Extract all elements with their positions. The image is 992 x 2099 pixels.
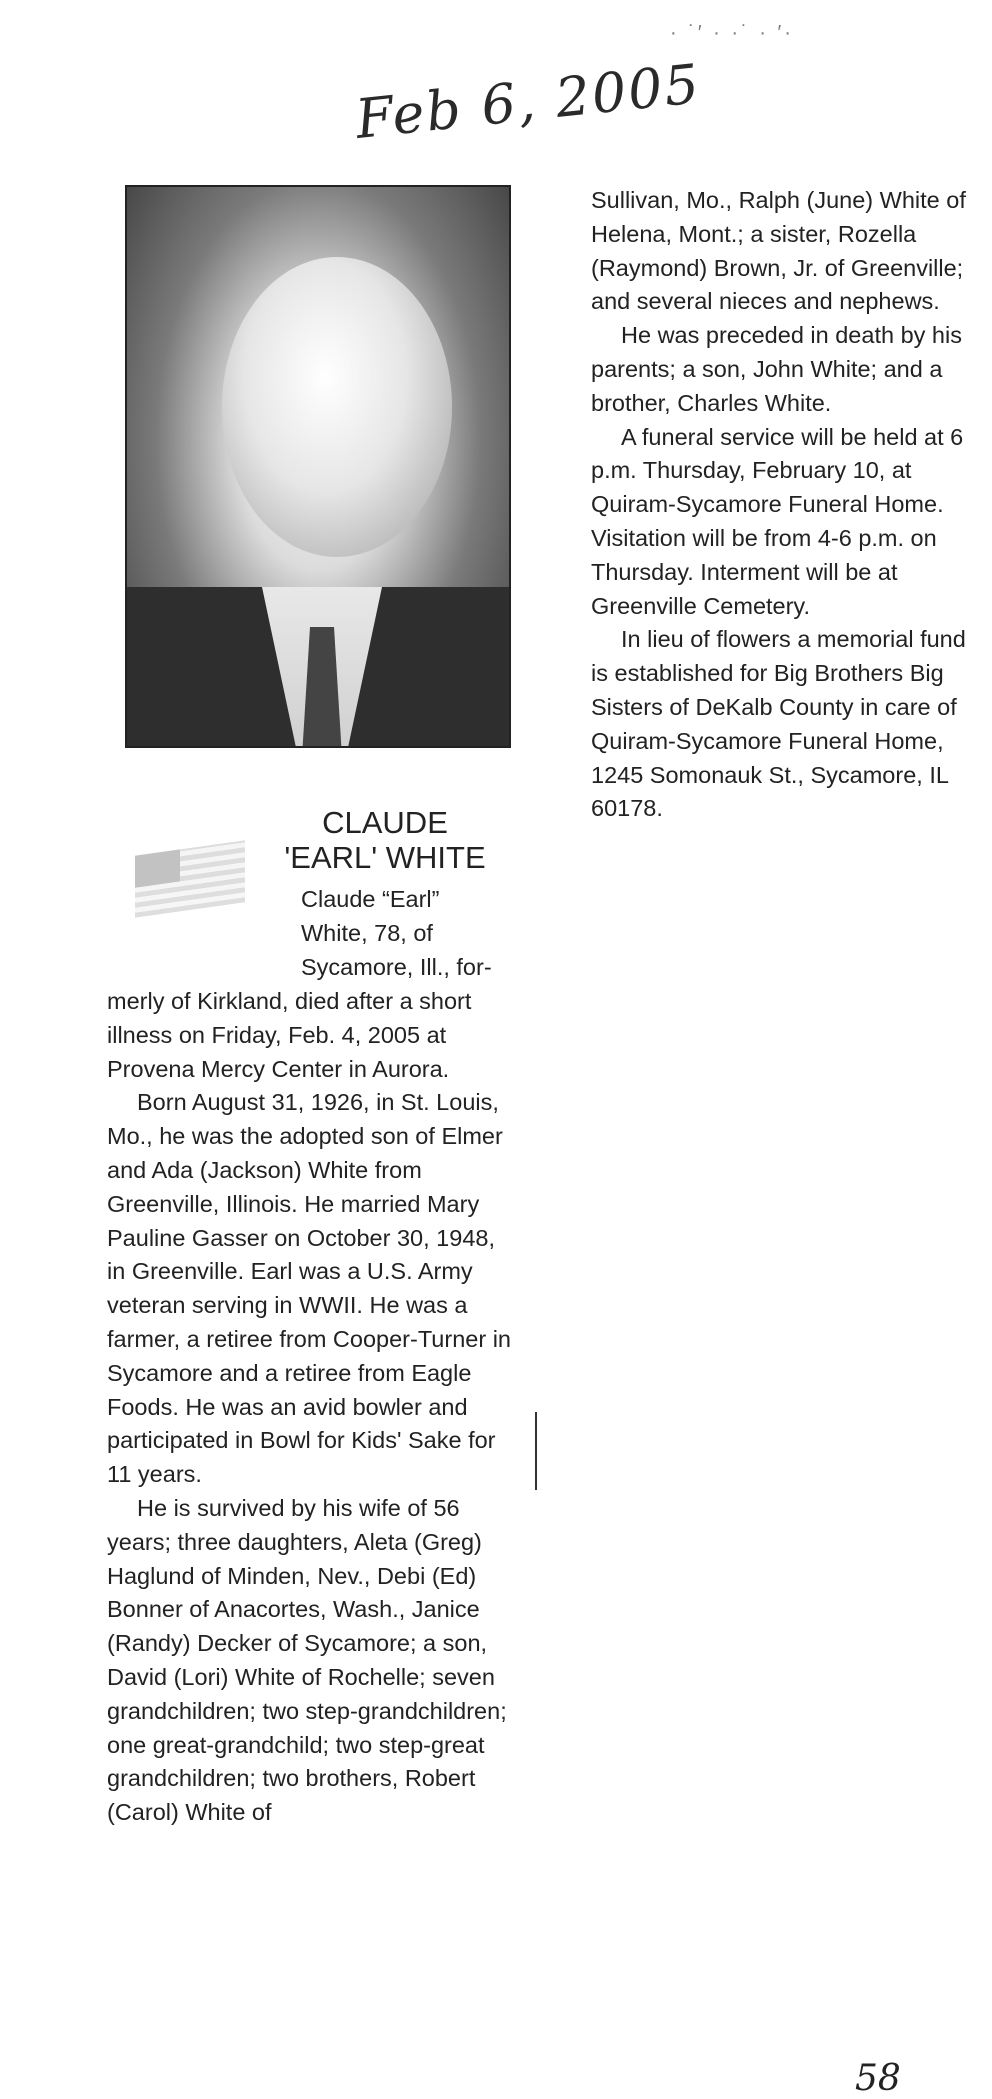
paragraph-preceded: He was preceded in death by his parents; a son, John White; and a brother, Charles White.	[591, 322, 962, 416]
column-rule	[535, 1412, 537, 1490]
left-column	[107, 985, 511, 1830]
intro-wrap	[301, 883, 511, 984]
right-column	[591, 184, 981, 826]
paragraph-funeral: A funeral service will be held at 6 p.m. Thursday, February 10, at Quiram-Sycamore Funeral Home. Visitation will be from 4-6 p.m. on Thursday. Interment will be at Greenville Cemetery.	[591, 423, 964, 619]
page-mark: 58	[855, 2058, 901, 2099]
paragraph-intro-rest: merly of Kirkland, died after a short illness on Friday, Feb. 4, 2005 at Provena Mercy Center in Aurora.	[107, 988, 472, 1082]
print-noise: · ˙′ · ·˙ · ′·	[670, 22, 794, 44]
portrait-face	[222, 257, 452, 557]
headline-line-2: 'EARL' WHITE	[284, 840, 486, 875]
headline-line-1: CLAUDE	[322, 805, 448, 840]
portrait-photo	[125, 185, 511, 748]
intro-line: White, 78, of	[301, 919, 433, 946]
obituary-headline	[270, 805, 500, 875]
handwritten-date: Feb 6, 2005	[352, 52, 704, 151]
paragraph-memorial: In lieu of flowers a memorial fund is established for Big Brothers Big Sisters of DeKalb County in care of Quiram-Sycamore Funeral Home, 1245 Somonauk St., Sycamore, IL 60178.	[591, 626, 966, 822]
intro-line: Sycamore, Ill., for-	[301, 953, 492, 980]
flag-icon	[135, 840, 245, 917]
intro-line: Claude “Earl”	[301, 886, 440, 912]
paragraph-survivors-cont: Sullivan, Mo., Ralph (June) White of Helena, Mont.; a sister, Rozella (Raymond) Brown, Jr. of Greenville; and several nieces and nephews.	[591, 187, 966, 315]
paragraph-survivors: He is survived by his wife of 56 years; three daughters, Aleta (Greg) Haglund of Minden, Nev., Debi (Ed) Bonner of Anacortes, Wash., Janice (Randy) Decker of Sycamore; a son, David (Lori) White of Rochelle; seven grandchildren; two step-grandchildren; one great-grandchild; two step-great grandchildren; two brothers, Robert (Carol) White of	[107, 1494, 507, 1826]
paragraph-birth: Born August 31, 1926, in St. Louis, Mo., he was the adopted son of Elmer and Ada (Jackson) White from Greenville, Illinois. He married Mary Pauline Gasser on October 30, 1948, in Greenville. Earl was a U.S. Army veteran serving in WWII. He was a farmer, a retiree from Cooper-Turner in Sycamore and a retiree from Eagle Foods. He was an avid bowler and participated in Bowl for Kids' Sake for 11 years.	[107, 1089, 511, 1488]
